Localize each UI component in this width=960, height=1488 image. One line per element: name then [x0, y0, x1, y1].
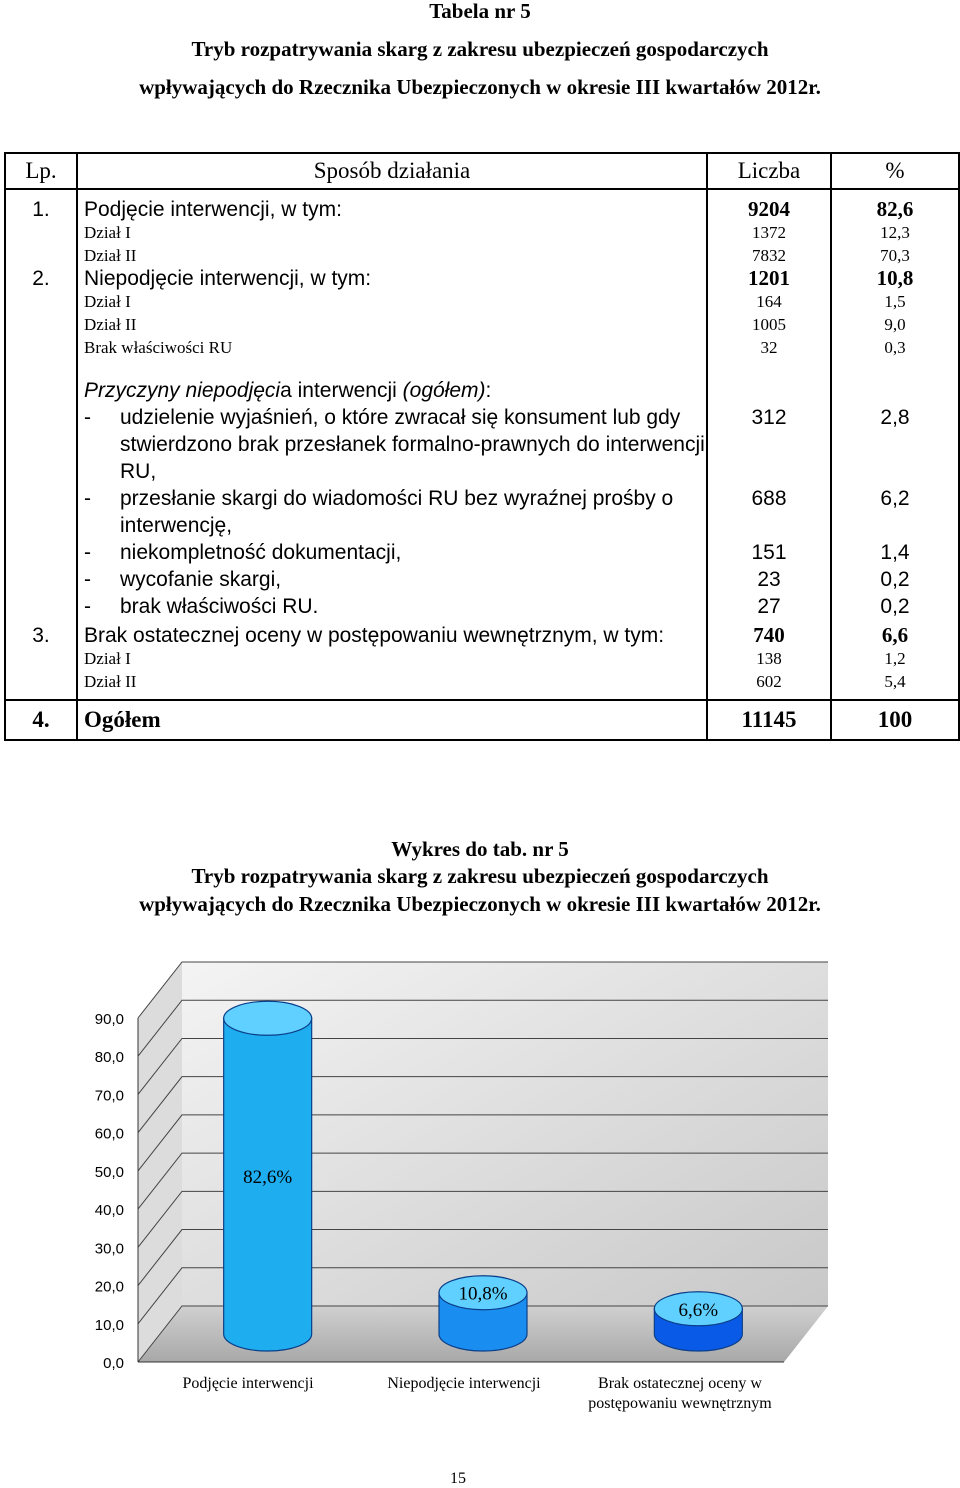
y-tick-label: 70,0: [94, 1087, 124, 1105]
row1-sub2-percent: 70,3: [880, 246, 910, 265]
row1-percent: 82,6: [876, 197, 914, 221]
reason-item: - brak właściwości RU.: [84, 595, 319, 618]
page-number: 15: [450, 1470, 466, 1487]
table-label: Tabela nr 5: [429, 0, 531, 23]
y-tick-label: 10,0: [94, 1316, 124, 1334]
reason2-percent: 6,2: [880, 487, 910, 510]
reason4-percent: 0,2: [880, 568, 910, 591]
category-label: Brak ostatecznej oceny w: [598, 1375, 762, 1392]
data-label: 10,8%: [458, 1283, 508, 1305]
total-row: [5, 700, 959, 740]
bar-chart: [0, 950, 960, 1420]
table-title-line2: wpływających do Rzecznika Ubezpieczonych w okresie III kwartałów 2012r.: [139, 75, 821, 99]
reason3-percent: 1,4: [880, 541, 910, 564]
data-label: 82,6%: [243, 1167, 293, 1189]
reason-item: - udzielenie wyjaśnień, o które zwracał się konsument lub gdy stwierdzono brak przesłanek formalno-prawnych do interwencji RU,: [84, 406, 705, 483]
row3-sub2-label: Dział II: [84, 672, 137, 691]
reason-item: - wycofanie skargi,: [84, 568, 282, 591]
reason3-count: 151: [751, 541, 787, 564]
row3-count: 740: [753, 623, 785, 647]
col-lp: Lp.: [5, 153, 77, 189]
row1-lp: 1.: [32, 198, 50, 221]
y-tick-label: 50,0: [94, 1163, 124, 1181]
row3-percent: 6,6: [881, 623, 909, 647]
table-body-row: [5, 189, 959, 700]
reason1-count: 312: [751, 406, 787, 429]
y-tick-label: 30,0: [94, 1240, 124, 1258]
data-label: 6,6%: [678, 1299, 719, 1321]
row2-sub2-label: Dział II: [84, 315, 137, 334]
row2-sub3-count: 32: [760, 338, 778, 357]
chart-title-line1: Tryb rozpatrywania skarg z zakresu ubezpieczeń gospodarczych: [191, 864, 769, 888]
y-tick-label: 80,0: [94, 1049, 124, 1067]
row3-sub1-count: 138: [756, 649, 782, 668]
chart-label: Wykres do tab. nr 5: [391, 837, 569, 861]
reason-item: - niekompletność dokumentacji,: [84, 541, 402, 564]
row2-sub1-percent: 1,5: [884, 292, 906, 311]
row2-sub1-count: 164: [756, 292, 782, 311]
reason5-count: 27: [757, 595, 781, 618]
y-tick-label: 0,0: [103, 1355, 124, 1372]
row2-sub2-percent: 9,0: [884, 315, 906, 334]
row2-count: 1201: [748, 266, 790, 290]
reason2-count: 688: [751, 487, 787, 510]
reason4-count: 23: [757, 568, 781, 591]
y-tick-label: 60,0: [94, 1125, 124, 1143]
row1-sub1-percent: 12,3: [880, 223, 910, 242]
row2-label: Niepodjęcie interwencji, w tym:: [84, 267, 372, 290]
reason5-percent: 0,2: [880, 595, 910, 618]
y-tick-label: 20,0: [94, 1278, 124, 1296]
total-label: Ogółem: [77, 700, 707, 740]
row3-label: Brak ostatecznej oceny w postępowaniu wewnętrznym, w tym:: [84, 624, 665, 647]
category-label: postępowaniu wewnętrznym: [588, 1395, 772, 1412]
row1-count: 9204: [748, 197, 790, 221]
row1-sub1-label: Dział I: [84, 223, 131, 242]
col-method: Sposób działania: [77, 153, 707, 189]
row2-sub3-label: Brak właściwości RU: [84, 338, 233, 357]
table-header-row: [5, 153, 959, 189]
row2-lp: 2.: [32, 267, 50, 290]
row2-sub1-label: Dział I: [84, 292, 131, 311]
row3-sub1-percent: 1,2: [884, 649, 906, 668]
category-label: Niepodjęcie interwencji: [387, 1375, 541, 1392]
row3-sub2-percent: 5,4: [884, 672, 906, 691]
row3-lp: 3.: [32, 624, 50, 647]
row2-sub2-count: 1005: [752, 315, 786, 334]
row2-percent: 10,8: [876, 266, 914, 290]
table-title-line1: Tryb rozpatrywania skarg z zakresu ubezpieczeń gospodarczych: [191, 37, 769, 61]
bar-cylinder-top: [224, 1001, 312, 1035]
complaints-table: [4, 152, 960, 741]
row1-sub1-count: 1372: [752, 223, 786, 242]
col-percent: %: [831, 153, 959, 189]
reasons-heading: Przyczyny niepodjęcia interwencji (ogółem):: [84, 379, 492, 402]
chart-title-line2: wpływających do Rzecznika Ubezpieczonych w okresie III kwartałów 2012r.: [139, 892, 821, 916]
row3-sub2-count: 602: [756, 672, 782, 691]
y-tick-label: 40,0: [94, 1202, 124, 1220]
reason-item: - przesłanie skargi do wiadomości RU bez wyraźnej prośby o interwencję,: [84, 487, 674, 537]
y-tick-label: 90,0: [94, 1011, 124, 1028]
row2-sub3-percent: 0,3: [884, 338, 906, 357]
reason1-percent: 2,8: [880, 406, 910, 429]
row1-sub2-count: 7832: [752, 246, 786, 265]
row3-sub1-label: Dział I: [84, 649, 131, 668]
category-label: Podjęcie interwencji: [182, 1375, 314, 1392]
total-lp: 4.: [5, 700, 77, 740]
row1-sub2-label: Dział II: [84, 246, 137, 265]
col-count: Liczba: [707, 153, 831, 189]
total-percent: 100: [831, 700, 959, 740]
row1-label: Podjęcie interwencji, w tym:: [84, 198, 342, 221]
total-count: 11145: [707, 700, 831, 740]
